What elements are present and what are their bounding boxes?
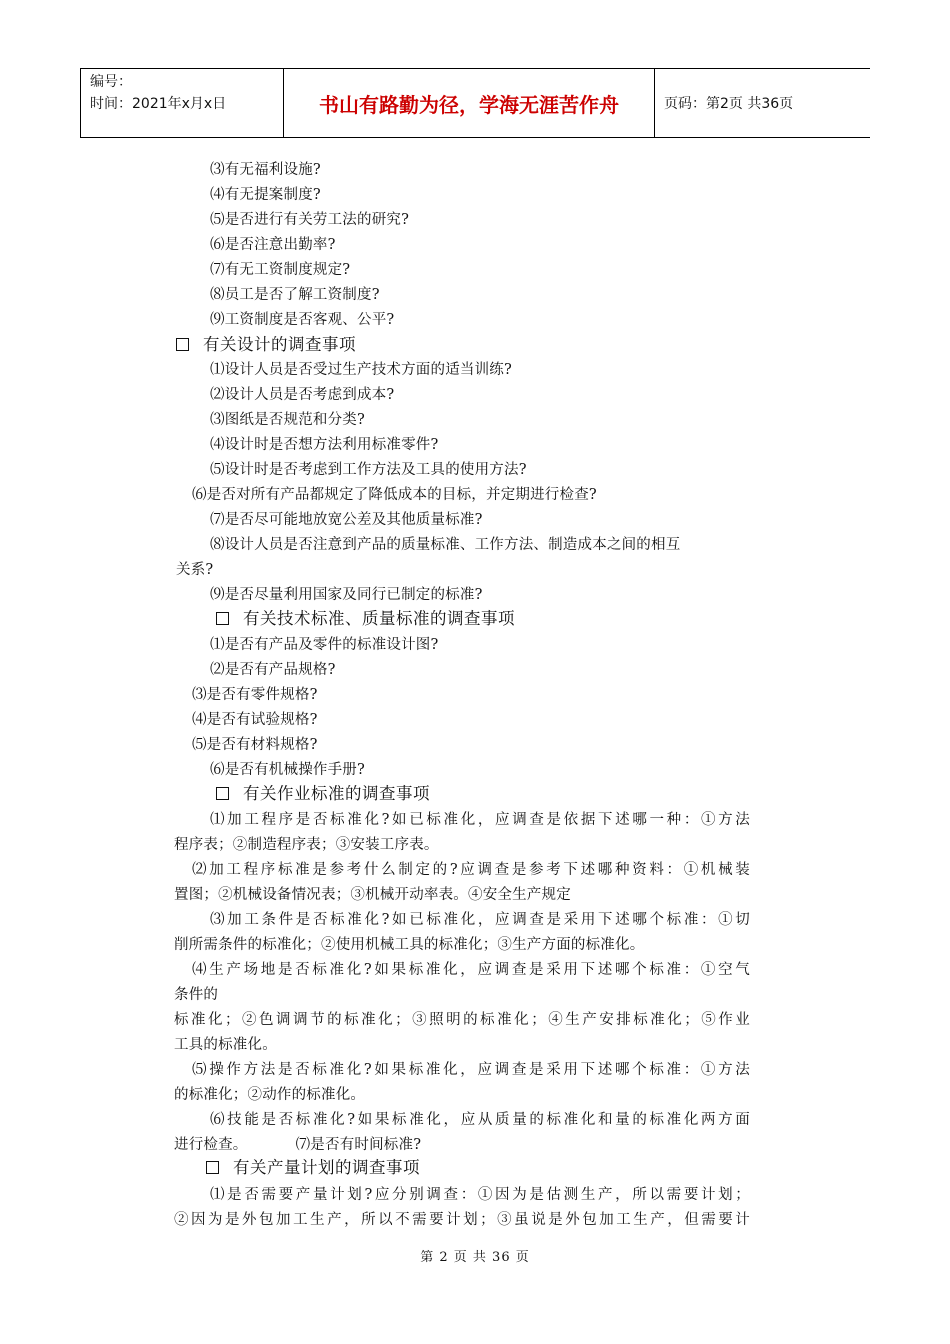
section-title: 有关作业标准的调查事项 (243, 784, 430, 803)
text-line: 削所需条件的标准化；②使用机械工具的标准化；③生产方面的标准化。 (174, 937, 645, 953)
checkbox-square-icon (176, 338, 189, 351)
text-line: ⑹技能是否标准化?如果标准化，应从质量的标准化和量的标准化两方面 (210, 1112, 750, 1128)
text-line: ⑵加工程序标准是参考什么制定的?应调查是参考下述哪种资料：①机械装 (192, 862, 750, 878)
text-line: ⑷生产场地是否标准化?如果标准化，应调查是采用下述哪个标准：①空气 (192, 962, 750, 978)
text-line: ⑻设计人员是否注意到产品的质量标准、工作方法、制造成本之间的相互 (210, 537, 681, 553)
text-line: 进行检查。 ⑺是否有时间标准? (174, 1137, 422, 1153)
text-line: ⑴加工程序是否标准化?如已标准化，应调查是依据下述哪一种：①方法 (210, 812, 750, 828)
section-heading-operation (216, 784, 430, 804)
text-line: ⑼是否尽量利用国家及同行已制定的标准? (210, 587, 483, 603)
text-line: ⑶有无福利设施? (210, 162, 321, 178)
text-line: 工具的标准化。 (174, 1037, 277, 1053)
text-line: 标准化；②色调调节的标准化；③照明的标准化；④生产安排标准化；⑤作业 (174, 1012, 750, 1028)
text-line: ⑹是否对所有产品都规定了降低成本的目标，并定期进行检查? (192, 487, 597, 503)
header-motto: 书山有路勤为径，学海无涯苦作舟 (319, 92, 619, 117)
text-line: ⑵设计人员是否考虑到成本? (210, 387, 395, 403)
text-line: ⑴是否需要产量计划?应分别调查：①因为是估测生产，所以需要计划； (210, 1187, 750, 1203)
section-heading-standards (216, 609, 515, 629)
page-footer: 第 2 页 共 36 页 (420, 1250, 530, 1265)
doc-date: 时间：2021年x月x日 (90, 96, 227, 112)
text-line: 的标准化；②动作的标准化。 (174, 1087, 366, 1103)
text-line: ⑶是否有零件规格? (192, 687, 318, 703)
page-header (80, 68, 870, 138)
text-line: ②因为是外包加工生产，所以不需要计划；③虽说是外包加工生产，但需要计 (174, 1212, 750, 1228)
header-divider-2 (654, 69, 655, 137)
text-line: ⑷是否有试验规格? (192, 712, 318, 728)
text-line: ⑸操作方法是否标准化?如果标准化，应调查是采用下述哪个标准：①方法 (192, 1062, 750, 1078)
section-title: 有关技术标准、质量标准的调查事项 (243, 609, 515, 628)
section-title: 有关设计的调查事项 (203, 335, 356, 354)
header-page-info: 页码：第2页 共36页 (664, 96, 794, 112)
header-left-cell (90, 71, 280, 115)
doc-number-label: 编号： (90, 74, 132, 90)
text-line: ⑺有无工资制度规定? (210, 262, 351, 278)
text-line: 关系? (176, 562, 214, 578)
checkbox-square-icon (216, 787, 229, 800)
text-line: 程序表；②制造程序表；③安装工序表。 (174, 837, 439, 853)
section-heading-design (176, 335, 356, 355)
text-line: ⑷设计时是否想方法利用标准零件? (210, 437, 439, 453)
text-line: ⑷有无提案制度? (210, 187, 321, 203)
checkbox-square-icon (216, 612, 229, 625)
text-line: ⑴是否有产品及零件的标准设计图? (210, 637, 439, 653)
text-line: ⑶加工条件是否标准化?如已标准化，应调查是采用下述哪个标准：①切 (210, 912, 750, 928)
section-heading-production (206, 1158, 420, 1178)
text-line: ⑸是否有材料规格? (192, 737, 318, 753)
text-line: ⑴设计人员是否受过生产技术方面的适当训练? (210, 362, 512, 378)
text-line: ⑻员工是否了解工资制度? (210, 287, 380, 303)
text-line: ⑼工资制度是否客观、公平? (210, 312, 395, 328)
text-line: ⑹是否注意出勤率? (210, 237, 336, 253)
text-line: ⑹是否有机械操作手册? (210, 762, 365, 778)
text-line: ⑺是否尽可能地放宽公差及其他质量标准? (210, 512, 483, 528)
text-line: ⑸是否进行有关劳工法的研究? (210, 212, 410, 228)
text-line: ⑶图纸是否规范和分类? (210, 412, 365, 428)
text-line: 条件的 (174, 987, 219, 1003)
text-line: ⑸设计时是否考虑到工作方法及工具的使用方法? (210, 462, 527, 478)
text-line: ⑵是否有产品规格? (210, 662, 336, 678)
checkbox-square-icon (206, 1161, 219, 1174)
section-title: 有关产量计划的调查事项 (233, 1158, 420, 1177)
header-border-left (80, 69, 81, 137)
text-line: 置图；②机械设备情况表；③机械开动率表。④安全生产规定 (174, 887, 571, 903)
